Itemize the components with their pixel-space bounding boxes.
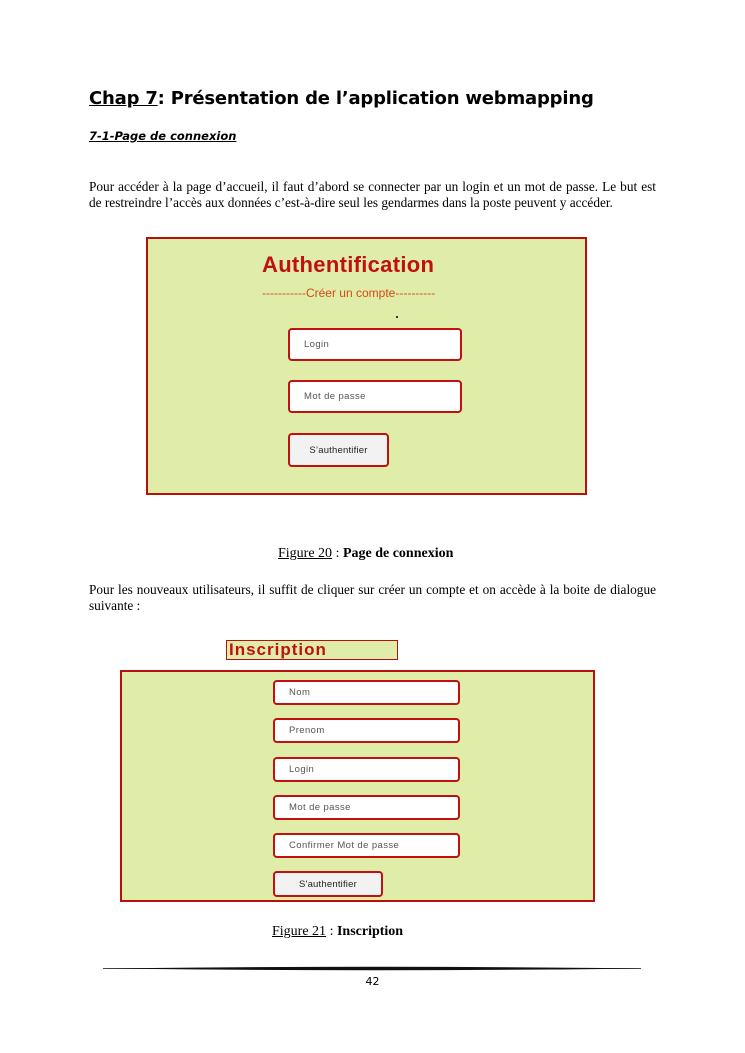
- intro-paragraph: Pour accéder à la page d’accueil, il faut d’abord se connecter par un login et un mot de passe. Le but est de restreindre l’accès aux données c’est-à-dire seul les gendarmes dans la poste peuvent y accéder.: [89, 179, 656, 210]
- authenticate-button[interactable]: S’authentifier: [288, 433, 389, 467]
- page-number: 42: [365, 975, 380, 988]
- signup-confirm-password-input[interactable]: Confirmer Mot de passe: [273, 833, 460, 858]
- separator-dot: [396, 316, 398, 318]
- signup-title: Inscription: [226, 640, 398, 660]
- login-panel-title: Authentification: [262, 252, 435, 277]
- create-account-link[interactable]: -----------Créer un compte----------: [262, 286, 436, 300]
- section-title: 7-1-Page de connexion: [89, 129, 237, 143]
- chapter-title: [89, 88, 594, 109]
- figure-21-caption: [272, 924, 403, 940]
- signup-authenticate-button[interactable]: S'authentifier: [273, 871, 383, 897]
- footer-rule: [103, 966, 641, 971]
- signup-firstname-input[interactable]: Prenom: [273, 718, 460, 743]
- figure-20-name: Page de connexion: [342, 546, 454, 561]
- signup-name-input[interactable]: Nom: [273, 680, 460, 705]
- login-input[interactable]: Login: [288, 328, 462, 361]
- signup-login-input[interactable]: Login: [273, 757, 460, 782]
- chapter-label: Chap 7: [89, 88, 158, 109]
- chapter-title-text: : Présentation de l’application webmapping: [157, 88, 594, 109]
- figure-21-ref: Figure 21: [272, 924, 327, 939]
- signup-password-input[interactable]: Mot de passe: [273, 795, 460, 820]
- password-input[interactable]: Mot de passe: [288, 380, 462, 413]
- figure-20-caption: [278, 546, 453, 562]
- figure-20-ref: Figure 20: [278, 546, 333, 561]
- figure-21-name: Inscription: [336, 924, 404, 939]
- figure-21-sep: :: [326, 924, 337, 939]
- figure-20-sep: :: [332, 546, 343, 561]
- new-users-paragraph: Pour les nouveaux utilisateurs, il suffit de cliquer sur créer un compte et on accède à la boite de dialogue suivante :: [89, 582, 656, 613]
